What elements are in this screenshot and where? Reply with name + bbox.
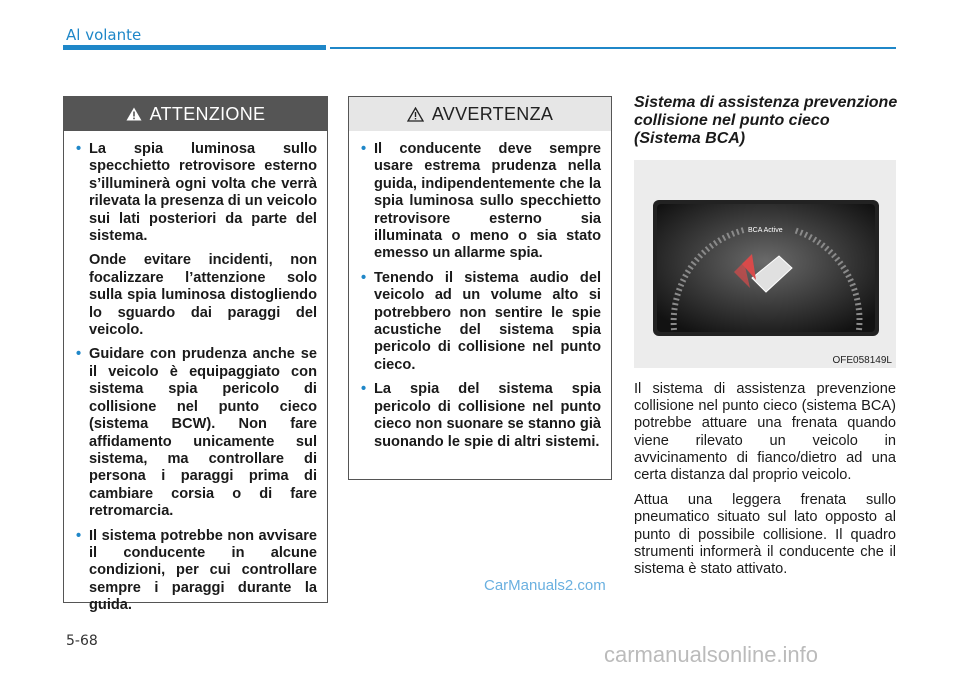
avvertenza-list xyxy=(349,131,611,451)
avvertenza-box xyxy=(348,96,612,480)
bca-cluster-image xyxy=(634,160,896,368)
watermark-carmanuals[interactable]: CarManuals2.com xyxy=(484,577,606,594)
paragraph: Il conducente deve sempre usare estrema prudenza nella guida, indipendentemente che la spia luminosa sullo specchietto retrovisore esterno sia illuminata o meno o sia stato emesso un allarme spia. xyxy=(374,141,601,262)
list-item xyxy=(361,141,601,263)
bca-description xyxy=(634,381,896,586)
header-rule-thin xyxy=(330,47,896,49)
header-rule-thick xyxy=(63,45,326,50)
avvertenza-title: AVVERTENZA xyxy=(431,103,554,124)
attenzione-header xyxy=(64,97,327,131)
list-item xyxy=(361,270,601,374)
attenzione-title: ATTENZIONE xyxy=(149,103,266,124)
bca-section-title: Sistema di assistenza prevenzione collisione nel punto cieco (Sistema BCA) xyxy=(634,94,898,147)
watermark-carmanualsonline[interactable]: carmanualsonline.info xyxy=(604,642,819,667)
warning-icon xyxy=(407,107,424,122)
list-item xyxy=(361,381,601,451)
list-item xyxy=(76,346,317,520)
avvertenza-header xyxy=(349,97,611,131)
list-item xyxy=(76,141,317,339)
bullet-icon: • xyxy=(361,381,367,398)
warning-icon xyxy=(126,107,142,121)
paragraph: La spia luminosa sullo specchietto retrovisore esterno s’illuminerà ogni volta che verrà rilevata la presenza di un veicolo sui lati posteriori da parte del sistema. xyxy=(89,141,317,245)
instrument-cluster-illustration xyxy=(634,160,896,368)
paragraph: Tenendo il sistema audio del veicolo ad un volume alto si potrebbero non sentire le spie acustiche del sistema spia pericolo di collisione nel punto cieco. xyxy=(374,269,601,373)
paragraph: Guidare con prudenza anche se il veicolo è equipaggiato con sistema spia pericolo di collisione nel punto cieco (sistema BCW). Non fare affidamento unicamente sul sistema, ma controllare di persona i paraggi prima di cambiare corsia o di fare retromarcia. xyxy=(89,346,317,520)
bca-active-label: BCA Active xyxy=(748,227,783,234)
section-title: Al volante xyxy=(66,26,142,44)
paragraph: Attua una leggera frenata sullo pneumatico situato sul lato opposto al punto di possibile collisione. Il quadro strumenti informerà il conducente che il sistema è stato attivato. xyxy=(634,492,896,578)
paragraph: La spia del sistema spia pericolo di collisione nel punto cieco non suonare se stanno già suonando le spie di altri sistemi. xyxy=(374,381,601,450)
paragraph: Il sistema di assistenza prevenzione collisione nel punto cieco (sistema BCA) potrebbe attuare una frenata quando viene rilevato un veicolo in avvicinamento di fianco/dietro ad una certa distanza dal proprio veicolo. xyxy=(634,381,896,484)
attenzione-list xyxy=(64,131,327,615)
bullet-icon: • xyxy=(76,527,82,544)
paragraph: Il sistema potrebbe non avvisare il conducente in alcune condizioni, per cui controllare sempre i paraggi durante la guida. xyxy=(89,527,317,614)
bullet-icon: • xyxy=(76,141,82,157)
paragraph: Onde evitare incidenti, non focalizzare l’attenzione solo sulla spia luminosa distogliendo lo sguardo dai paraggi del veicolo. xyxy=(89,252,317,339)
page-number: 5-68 xyxy=(66,633,98,649)
bullet-icon: • xyxy=(361,141,367,157)
bullet-icon: • xyxy=(361,269,367,286)
list-item xyxy=(76,528,317,615)
bullet-icon: • xyxy=(76,346,82,363)
attenzione-box xyxy=(63,96,328,614)
image-code: OFE058149L xyxy=(832,355,892,366)
